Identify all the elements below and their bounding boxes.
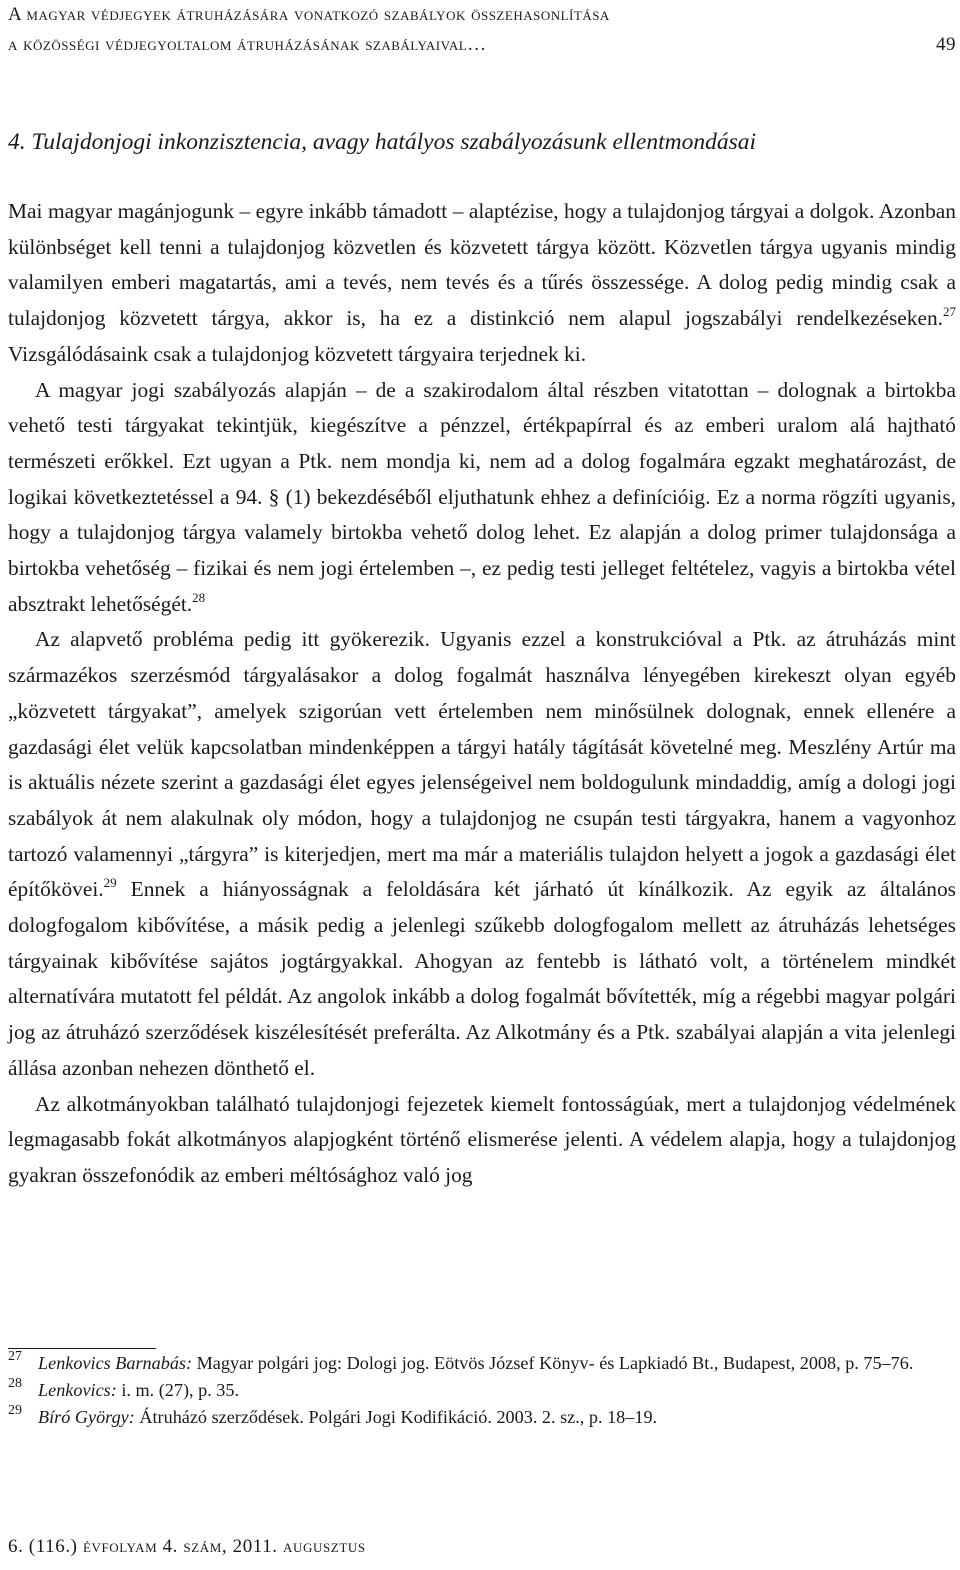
paragraph-2 xyxy=(8,373,956,623)
section-heading: 4. Tulajdonjogi inkonzisztencia, avagy hatályos szabályozásunk ellentmondásai xyxy=(8,129,757,155)
paragraph-text: Az alkotmányokban található tulajdonjogi fejezetek kiemelt fontosságúak, mert a tulajdonjog védelmének legmagasabb fokát alkotmányos alapjogként történő elismerése jelenti. A védelem alapja, hogy a tulajdonjog gyakran összefonódik az emberi méltósághoz való jog xyxy=(8,1091,956,1187)
footnote-author: Lenkovics Barnabás: xyxy=(38,1353,193,1373)
footnote-text: i. m. (27), p. 35. xyxy=(116,1380,240,1400)
paragraph-text: Ennek a hiányosságnak a feloldására két járható út kínálkozik. Az egyik az általános dologfogalom kibővítése, a másik pedig a jelenlegi szűkebb dologfogalom mellett az átruházás lehetséges tárgyainak kibővítése sajátos jogtárgyakkal. Ahogyan az fentebb is látható volt, a történelem mindkét alternatívára mutatott fel példát. Az angolok inkább a dolog fogalmát bővítették, míg a régebbi magyar polgári jog az átruházó szerződések kiszélesítését preferálta. Az Alkotmány és a Ptk. szabályai alapján a vita jelenlegi állása azonban nehezen dönthető el. xyxy=(8,877,956,1080)
running-head-line-2: a közösségi védjegyoltalom átruházásának szabályaival… xyxy=(8,34,487,55)
page-footer: 6. (116.) évfolyam 4. szám, 2011. augusztus xyxy=(8,1536,366,1557)
footnote-author: Bíró György: xyxy=(38,1407,135,1427)
footnote-29 xyxy=(8,1404,956,1431)
paragraph-1 xyxy=(8,194,956,373)
paragraph-text: Mai magyar magánjogunk – egyre inkább támadott – alaptézise, hogy a tulajdonjog tárgyai a dolgok. Azonban különbséget kell tenni a tulajdonjog közvetlen és közvetett tárgya között. Közvetlen tárgya ugyanis mindig valamilyen emberi magatartás, ami a tevés, nem tevés és a tűrés összessége. A dolog pedig mindig csak a tulajdonjog közvetett tárgya, akkor is, ha ez a distinkció nem alapul jogszabályi rendelkezéseken. xyxy=(8,199,956,331)
paragraph-3 xyxy=(8,622,956,1086)
footnote-27 xyxy=(8,1350,956,1377)
footnote-ref[interactable]: 29 xyxy=(103,875,117,891)
footnote-divider xyxy=(8,1348,156,1349)
footnote-28 xyxy=(8,1377,956,1404)
footnote-number: 28 xyxy=(8,1376,22,1391)
footnote-number: 29 xyxy=(8,1403,22,1418)
page-number: 49 xyxy=(936,34,956,55)
footnote-number: 27 xyxy=(8,1349,22,1364)
body-text xyxy=(8,194,956,1194)
footnote-text: Átruházó szerződések. Polgári Jogi Kodifikáció. 2003. 2. sz., p. 18–19. xyxy=(134,1407,658,1427)
footnote-author: Lenkovics: xyxy=(38,1380,117,1400)
paragraph-text: Vizsgálódásaink csak a tulajdonjog közvetett tárgyaira terjednek ki. xyxy=(8,341,587,366)
footnotes xyxy=(8,1350,956,1431)
running-head-line-1: A magyar védjegyek átruházására vonatkozó szabályok összehasonlítása xyxy=(8,4,610,25)
footnote-ref[interactable]: 27 xyxy=(943,304,956,320)
running-head xyxy=(8,0,958,60)
paragraph-text: A magyar jogi szabályozás alapján – de a szakirodalom által részben vitatottan – dolognak a birtokba vehető testi tárgyakat tekintjük, kiegészítve a pénzzel, értékpapírral és az emberi uralom alá hajtható természeti erőkkel. Ezt ugyan a Ptk. nem mondja ki, nem ad a dolog fogalmára egzakt meghatározást, de logikai következtetéssel a 94. § (1) bekezdéséből eljuthatunk ehhez a definícióig. Ez a norma rögzíti ugyanis, hogy a tulajdonjog tárgya valamely birtokba vehető dolog lehet. Ez alapján a dolog primer tulajdonsága a birtokba vehetőség – fizikai és nem jogi értelemben –, ez pedig testi jelleget feltételez, vagyis a birtokba vétel absztrakt lehetőségét. xyxy=(8,377,956,616)
footnote-ref[interactable]: 28 xyxy=(192,589,206,605)
paragraph-4 xyxy=(8,1087,956,1194)
paragraph-text: Az alapvető probléma pedig itt gyökerezik. Ugyanis ezzel a konstrukcióval a Ptk. az átruházás mint származékos szerzésmód tárgyalásakor a dolog fogalmát használva lényegében kirekeszt olyan egyéb „közvetett tárgyakat”, amelyek szigorúan vett értelemben nem minősülnek dolognak, ennek ellenére a gazdasági élet velük kapcsolatban mindenképpen a tárgyi hatály tágítását követelné meg. Meszlény Artúr ma is aktuális nézete szerint a gazdasági élet egyes jelenségeivel nem boldogulunk mindaddig, amíg a dologi jogi szabályok át nem alakulnak oly módon, hogy a tulajdonjog ne csupán testi tárgyakra, hanem a vagyonhoz tartozó valamennyi „tárgyra” is kiterjedjen, mert ma már a materiális tulajdon helyett a jogok a gazdasági élet építőkövei. xyxy=(8,627,956,902)
footnote-text: Magyar polgári jog: Dologi jog. Eötvös József Könyv- és Lapkiadó Bt., Budapest, 2008, p. 75–76. xyxy=(192,1353,914,1373)
